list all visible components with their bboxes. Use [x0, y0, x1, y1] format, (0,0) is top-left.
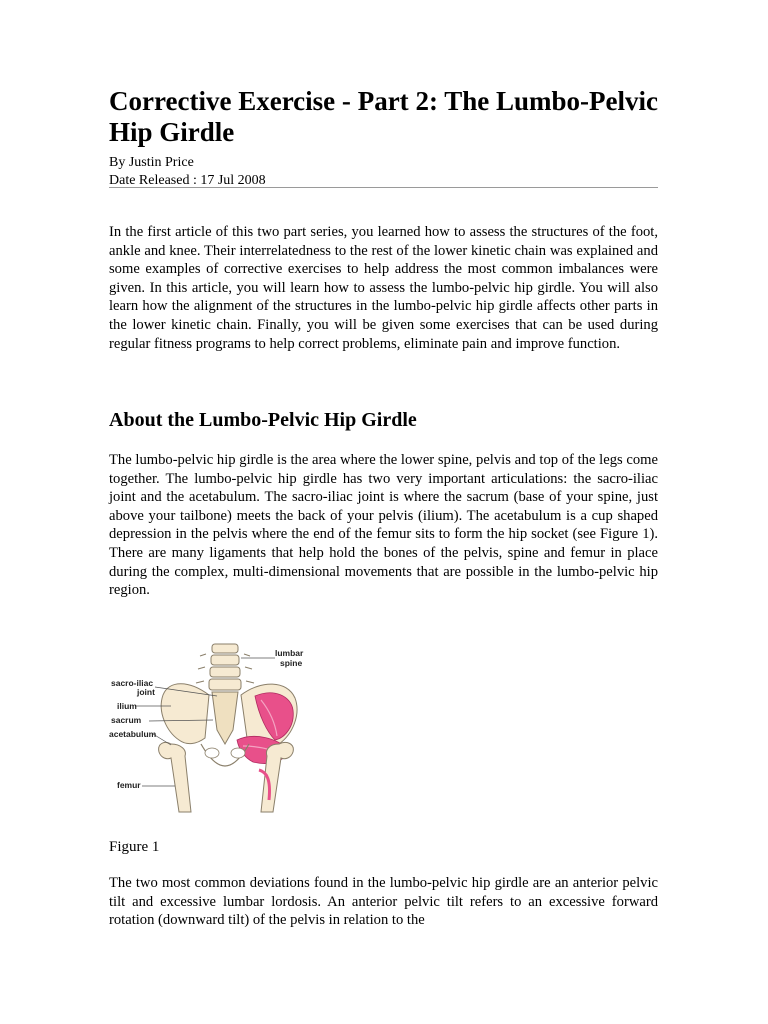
label-femur: femur — [117, 780, 141, 790]
left-ilium-graphic — [161, 684, 209, 744]
release-date: Date Released : 17 Jul 2008 — [109, 173, 266, 188]
intro-paragraph: In the first article of this two part series, you learned how to assess the structures of the foot, ankle and knee. Their interrelatedness to the rest of the lower kinetic chain was explained and some examples of corrective exercises to help address the most common imbalances were given. In this article, you will learn how to assess the lumbo-pelvic hip girdle. You will also learn how the alignment of the structures in the lumbo-pelvic hip girdle affects other parts in the lower kinetic chain. Finally, you will be given some exercises that can be used during regular fitness programs to help correct problems, eliminate pain and improve function. — [109, 224, 658, 352]
header-divider — [109, 187, 658, 188]
about-paragraph: The lumbo-pelvic hip girdle is the area where the lower spine, pelvis and top of the legs come together. The lumbo-pelvic hip girdle has two very important articulations: the sacro-iliac joint and the acetabulum. The sacro-iliac joint is where the sacrum (base of your spine, just above your tailbone) meets the back of your pelvis (ilium). The acetabulum is a cup shaped depression in the pelvis where the end of the femur sits to form the hip socket (see Figure 1). There are many ligaments that help hold the bones of the pelvis, spine and femur in place during the complex, multi-dimensional movements that are possible in the lumbo-pelvic hip region. — [109, 452, 658, 599]
author-byline: By Justin Price — [109, 155, 194, 170]
pelvis-anatomy-figure — [109, 640, 309, 816]
left-femur-graphic — [159, 742, 191, 812]
deviations-paragraph: The two most common deviations found in the lumbo-pelvic hip girdle are an anterior pelvic tilt and excessive lumbar lordosis. An anterior pelvic tilt refers to an excessive forward rotation (downward tilt) of the pelvis in relation to the — [109, 875, 658, 929]
label-joint: joint — [137, 687, 155, 697]
label-spine: spine — [280, 658, 303, 668]
label-sacroiliac: sacro-iliac — [111, 678, 154, 688]
label-lumbar: lumbar — [275, 648, 304, 658]
article-title: Corrective Exercise - Part 2: The Lumbo-Pelvic Hip Girdle — [109, 86, 658, 147]
label-acetabulum: acetabulum — [109, 729, 157, 739]
label-ilium: ilium — [117, 701, 137, 711]
pelvis-illustration — [109, 640, 309, 816]
sacrum-graphic — [212, 692, 238, 744]
label-sacrum: sacrum — [111, 715, 142, 725]
figure-caption: Figure 1 — [109, 839, 160, 855]
section-heading: About the Lumbo-Pelvic Hip Girdle — [109, 409, 417, 431]
lumbar-spine-graphic — [196, 644, 254, 690]
